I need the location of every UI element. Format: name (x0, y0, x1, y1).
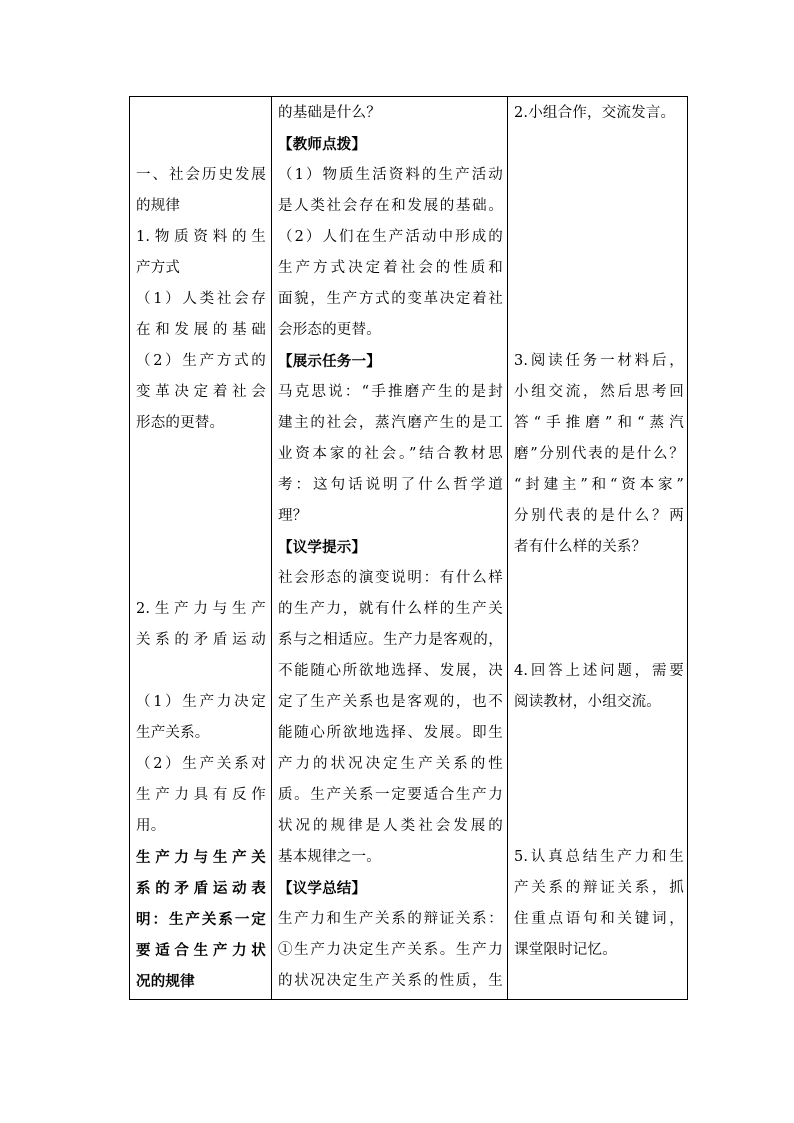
col3-line: 课堂限时记忆。 (514, 942, 617, 958)
lesson-table (129, 96, 688, 1000)
col2-line: 的基础是什么？ (278, 105, 381, 121)
col2-line: 状况的规律是人类社会发展的 (278, 818, 503, 834)
col3-line: 磨”分别代表的是什么？ (514, 446, 684, 462)
col2-line: 系与之相适应。生产力是客观的， (278, 632, 503, 648)
col2-heading: 【教师点拨】 (278, 136, 367, 153)
col3-line: 3.阅读任务一材料后， (514, 353, 684, 369)
col2-line: 生产力和生产关系的辩证关系： (278, 911, 503, 927)
col2-line: 生产方式决定着社会的性质和 (278, 260, 503, 276)
col2-line: 是人类社会存在和发展的基础。 (278, 198, 503, 214)
col2-line: 基本规律之一。 (278, 849, 381, 865)
col2-line: （2）人们在生产活动中形成的 (278, 229, 503, 245)
col1-bold-line: 生产力与生产关 (136, 849, 266, 866)
col2-line: 的状况决定生产关系的性质，生 (278, 973, 503, 989)
col2-line: 质。生产关系一定要适合生产力 (278, 787, 503, 803)
col3-line: “封建主”和“资本家” (514, 477, 684, 493)
col1-line: 1.物质资料的生 (136, 229, 266, 245)
col3-line: 分别代表的是什么？两 (514, 508, 684, 524)
col2-line: 面貌，生产方式的变革决定着社 (278, 291, 503, 307)
col2-line: 马克思说：“手推磨产生的是封 (278, 384, 503, 400)
col2-line: 定了生产关系也是客观的，也不 (278, 694, 503, 710)
col1-bold-line: 况的规律 (136, 973, 195, 990)
col3-line: 答“手推磨”和“蒸汽 (514, 415, 684, 431)
col1-line: 的规律 (136, 198, 181, 214)
col1-line: 2.生产力与生产 (136, 601, 266, 617)
col3-line: 2.小组合作，交流发言。 (514, 105, 676, 121)
col1-line: 一、社会历史发展 (136, 167, 266, 183)
col3-line: 阅读教材，小组交流。 (514, 694, 661, 710)
col1-line: （2）生产关系对 (136, 756, 266, 772)
col1-line: 形态的更替。 (136, 415, 225, 431)
column-divider-2 (507, 97, 508, 999)
col1-bold-line: 系的矛盾运动表 (136, 880, 266, 897)
col2-line: 会形态的更替。 (278, 322, 381, 338)
col3-line: 5.认真总结生产力和生 (514, 849, 684, 865)
col3-line: 产关系的辩证关系，抓 (514, 880, 684, 896)
col1-bold-line: 明：生产关系一定 (136, 911, 266, 928)
col2-heading: 【展示任务一】 (278, 353, 381, 370)
col1-bold-line: 要适合生产力状 (136, 942, 266, 959)
col1-line: 生产力具有反作 (136, 787, 266, 803)
col2-line: 考：这句话说明了什么哲学道 (278, 477, 503, 493)
col2-line: 产力的状况决定生产关系的性 (278, 756, 503, 772)
col2-line: 社会形态的演变说明：有什么样 (278, 570, 503, 586)
col2-line: 的生产力，就有什么样的生产关 (278, 601, 503, 617)
col1-line: 用。 (136, 818, 166, 834)
col2-line: ①生产力决定生产关系。生产力 (278, 942, 503, 958)
col2-line: 业资本家的社会。”结合教材思 (278, 446, 503, 462)
column-divider-1 (271, 97, 272, 999)
col1-line: 变革决定着社会 (136, 384, 266, 400)
col1-line: 关系的矛盾运动 (136, 632, 266, 648)
col3-line: 小组交流，然后思考回 (514, 384, 684, 400)
col2-heading: 【议学提示】 (278, 539, 367, 556)
col1-line: 生产关系。 (136, 725, 210, 741)
col1-line: （1）生产力决定 (136, 694, 266, 710)
col2-line: 不能随心所欲地选择、发展，决 (278, 663, 503, 679)
col2-line: 建主的社会，蒸汽磨产生的是工 (278, 415, 503, 431)
col2-line: 理？ (278, 508, 308, 524)
col1-line: （2）生产方式的 (136, 353, 266, 369)
col1-line: （1）人类社会存 (136, 291, 266, 307)
col3-line: 者有什么样的关系？ (514, 539, 647, 555)
col3-line: 住重点语句和关键词， (514, 911, 684, 927)
col2-line: （1）物质生活资料的生产活动 (278, 167, 503, 183)
col2-heading: 【议学总结】 (278, 880, 367, 897)
col2-line: 能随心所欲地选择、发展。即生 (278, 725, 503, 741)
col1-line: 产方式 (136, 260, 181, 276)
col1-line: 在和发展的基础 (136, 322, 266, 338)
col3-line: 4.回答上述问题，需要 (514, 663, 684, 679)
